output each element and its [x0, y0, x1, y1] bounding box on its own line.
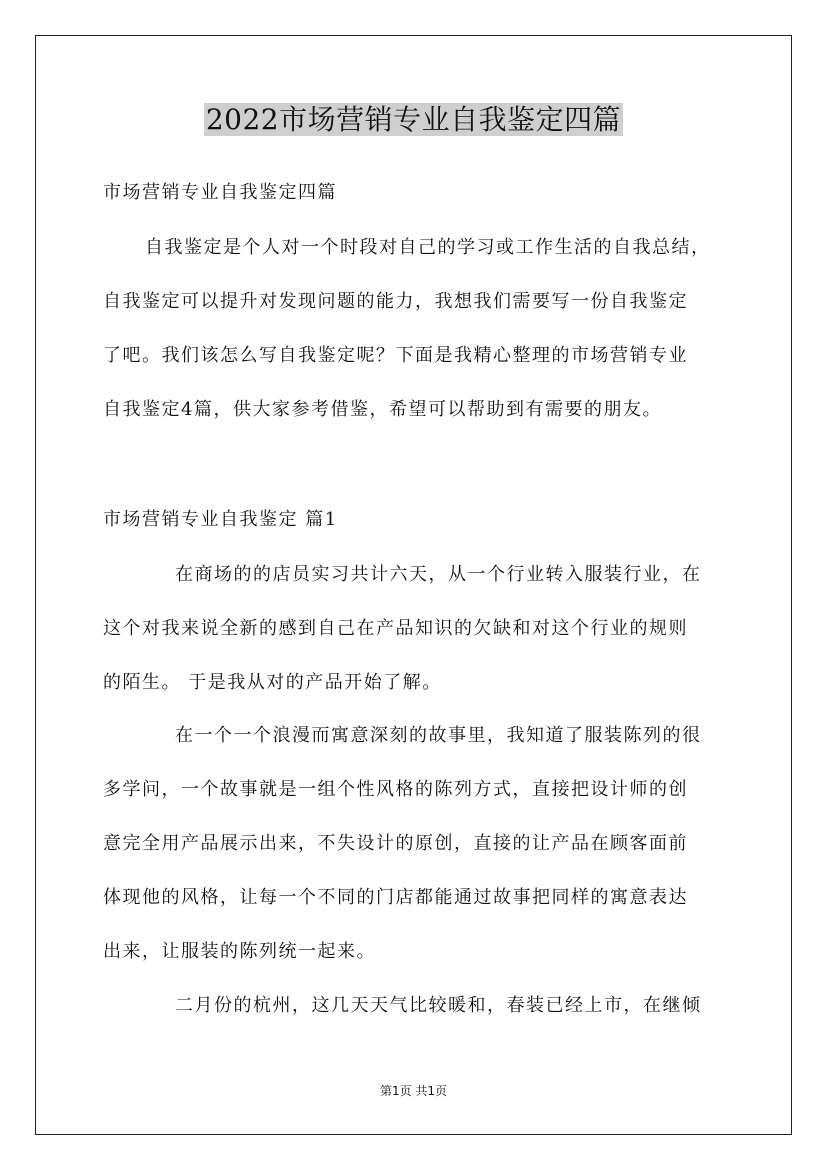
intro-line-2: 自我鉴定可以提升对发现问题的能力，我想我们需要写一份自我鉴定	[103, 291, 688, 312]
document-title	[0, 100, 827, 140]
para2-line-2: 多学问，一个故事就是一组个性风格的陈列方式，直接把设计师的创	[103, 779, 688, 800]
document-title-text: 2022市场营销专业自我鉴定四篇	[205, 103, 622, 136]
para1-line-1: 在商场的的店员实习共计六天，从一个行业转入服装行业，在	[175, 564, 702, 585]
page-footer: 第1页 共1页	[379, 1084, 448, 1098]
para2-line-4: 体现他的风格，让每一个不同的门店都能通过故事把同样的寓意表达	[103, 887, 688, 908]
document-subtitle: 市场营销专业自我鉴定四篇	[103, 182, 337, 203]
intro-line-4: 自我鉴定4篇，供大家参考借鉴，希望可以帮助到有需要的朋友。	[103, 399, 662, 420]
para2-line-1: 在一个一个浪漫而寓意深刻的故事里，我知道了服装陈列的很	[175, 725, 702, 746]
para1-line-2: 这个对我来说全新的感到自己在产品知识的欠缺和对这个行业的规则	[103, 618, 688, 639]
para1-line-3: 的陌生。 于是我从对的产品开始了解。	[103, 672, 442, 693]
para3-line-1: 二月份的杭州，这几天天气比较暖和，春装已经上市，在继倾	[175, 995, 702, 1016]
intro-line-3: 了吧。我们该怎么写自我鉴定呢？下面是我精心整理的市场营销专业	[103, 345, 688, 366]
intro-line-1: 自我鉴定是个人对一个时段对自己的学习或工作生活的自我总结，	[145, 237, 711, 258]
para2-line-3: 意完全用产品展示出来，不失设计的原创，直接的让产品在顾客面前	[103, 833, 688, 854]
para2-line-5: 出来，让服装的陈列统一起来。	[103, 941, 376, 962]
section-heading: 市场营销专业自我鉴定 篇1	[103, 509, 338, 530]
